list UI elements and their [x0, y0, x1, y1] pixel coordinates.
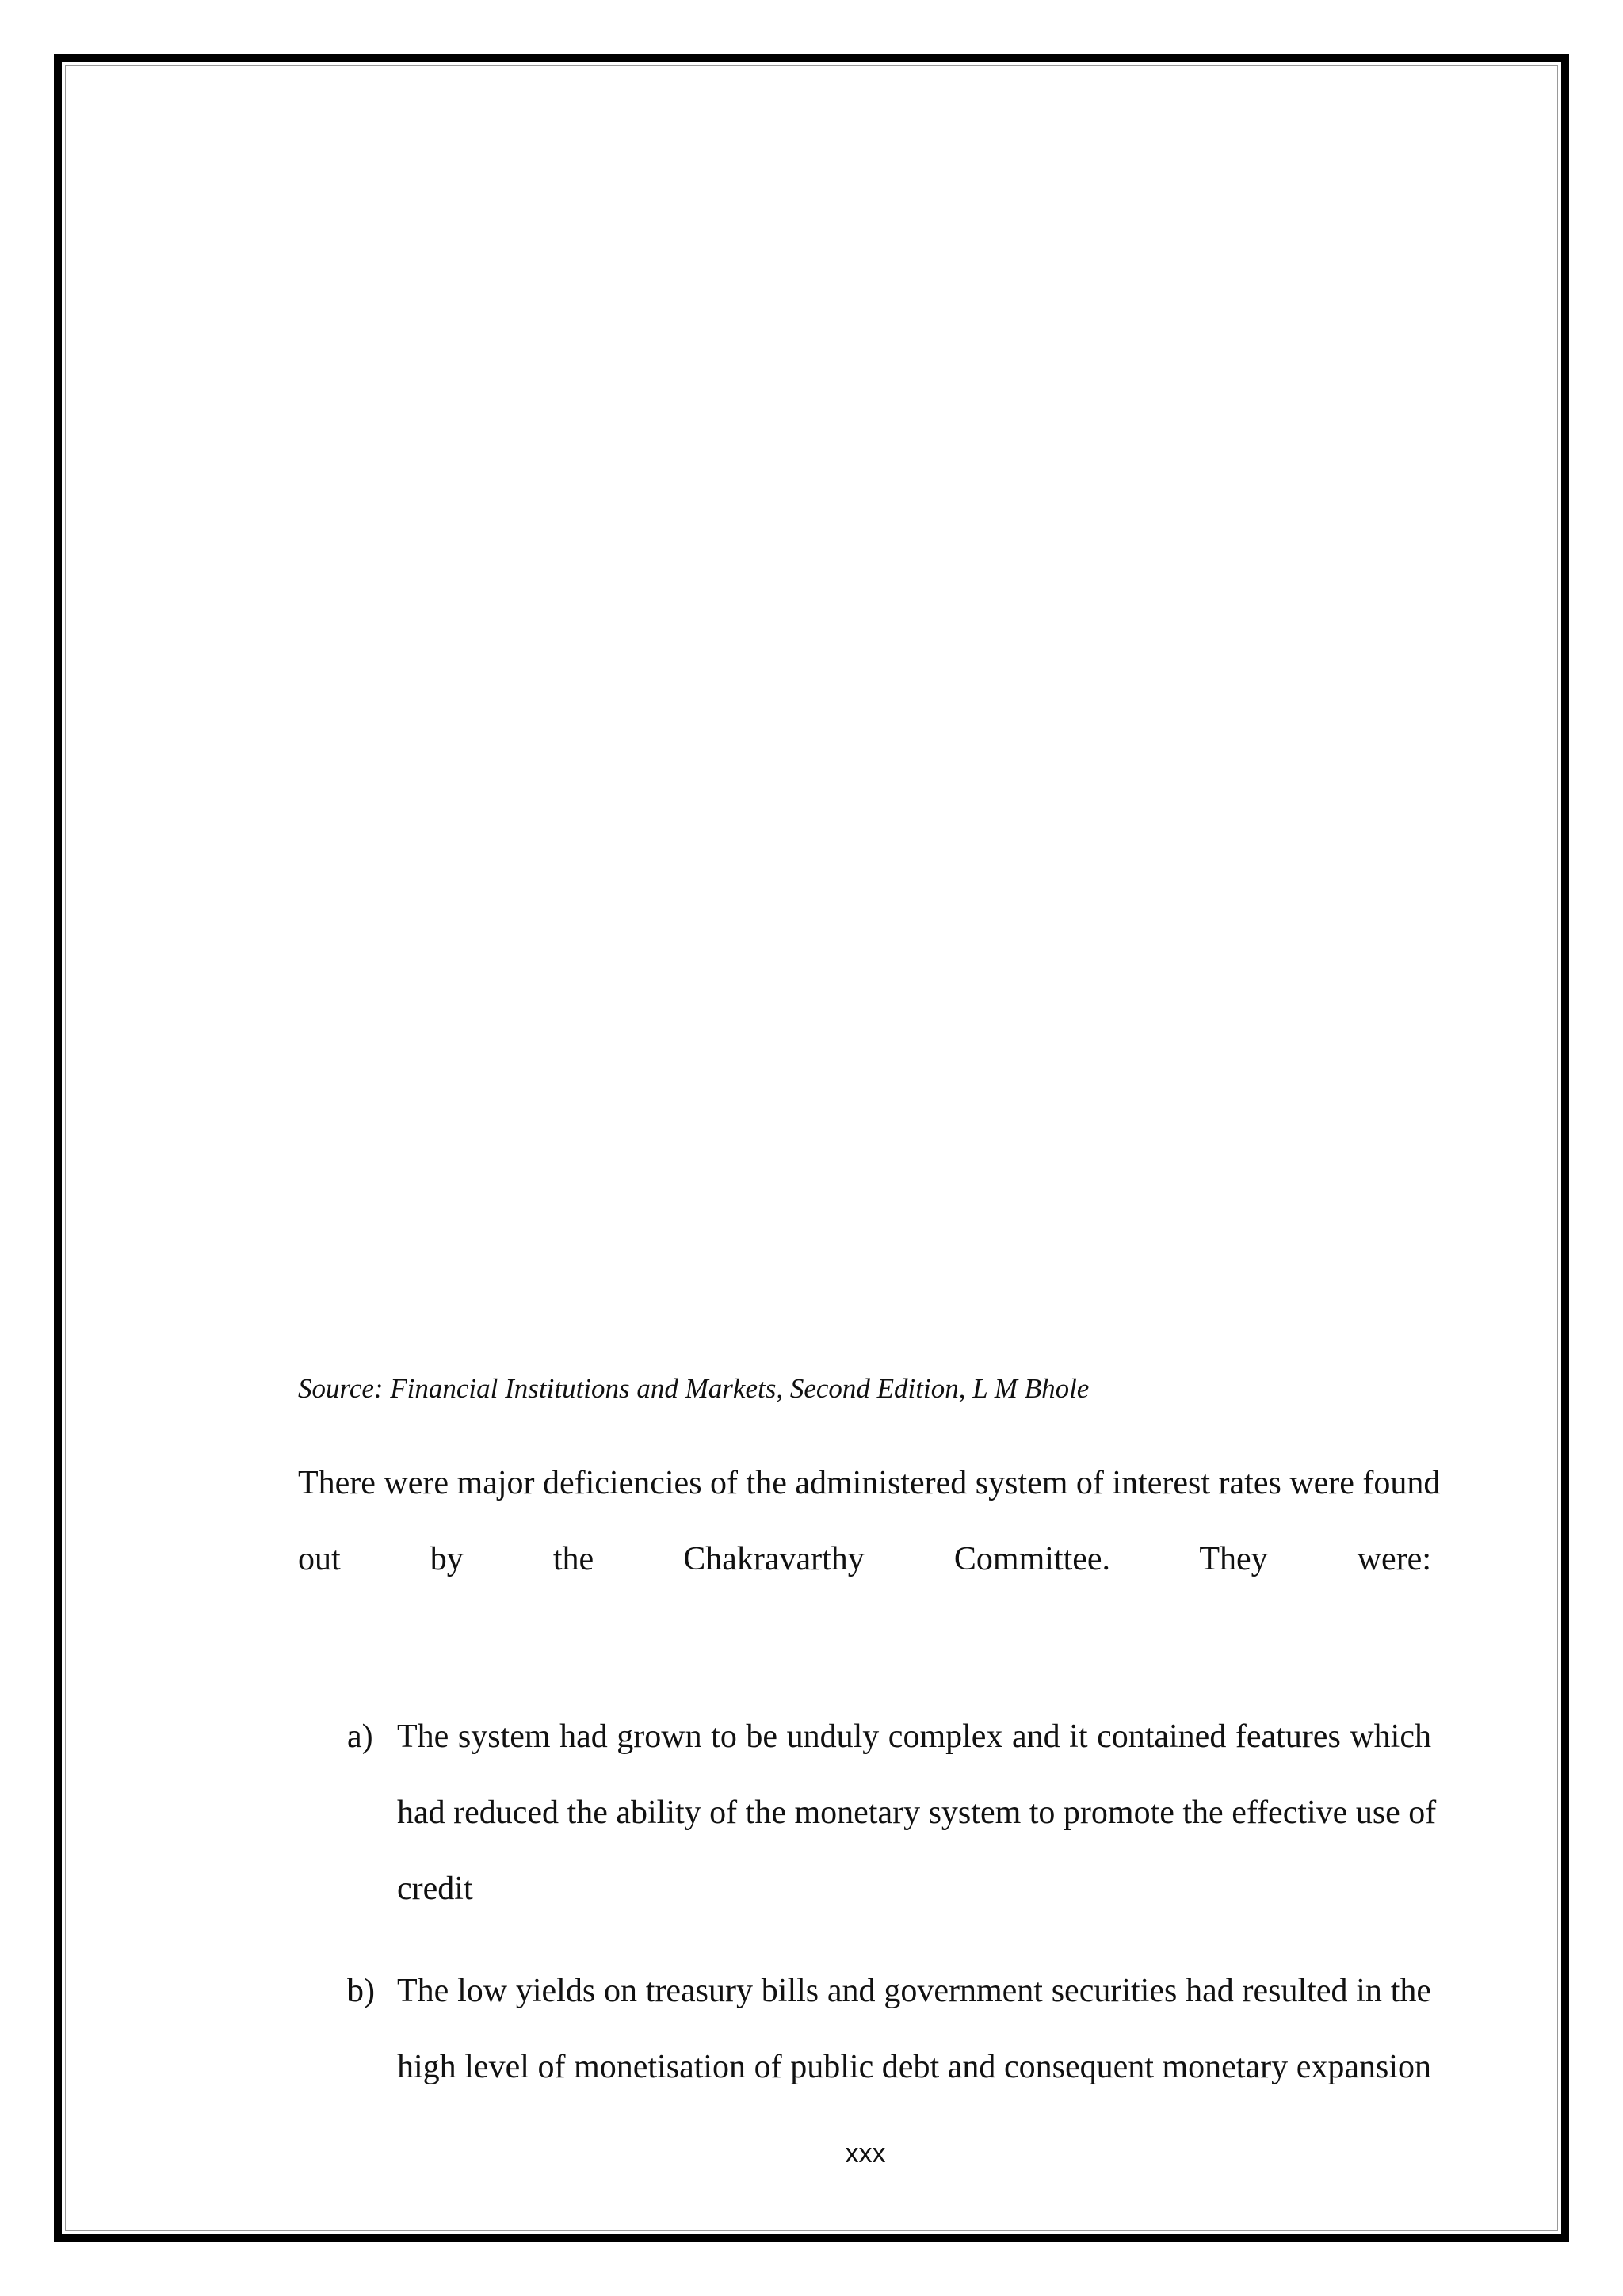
list-item-text — [397, 1699, 1437, 1927]
paragraph-line: There were major deficiencies of the administered system of interest rates were found — [298, 1465, 1441, 1501]
list-marker: b) — [347, 1973, 375, 2009]
list-marker: a) — [347, 1718, 373, 1755]
list-item-line: The low yields on treasury bills and government securities had resulted in the — [397, 1973, 1431, 2009]
paragraph-line: out by the Chakravarthy Committee. They were: — [298, 1541, 1431, 1577]
body-paragraph — [298, 1445, 1441, 1597]
list-item-line: credit — [397, 1871, 473, 1907]
list-item-text — [397, 1953, 1431, 2105]
list-item-line: The system had grown to be unduly complex and it contained features which — [397, 1718, 1431, 1755]
list-item-line: high level of monetisation of public debt and consequent monetary expansion — [397, 2049, 1431, 2085]
list-item-line: had reduced the ability of the monetary system to promote the effective use of — [397, 1794, 1437, 1831]
source-citation: Source: Financial Institutions and Markets, Second Edition, L M Bhole — [298, 1373, 1090, 1404]
page-number: xxx — [845, 2138, 886, 2168]
